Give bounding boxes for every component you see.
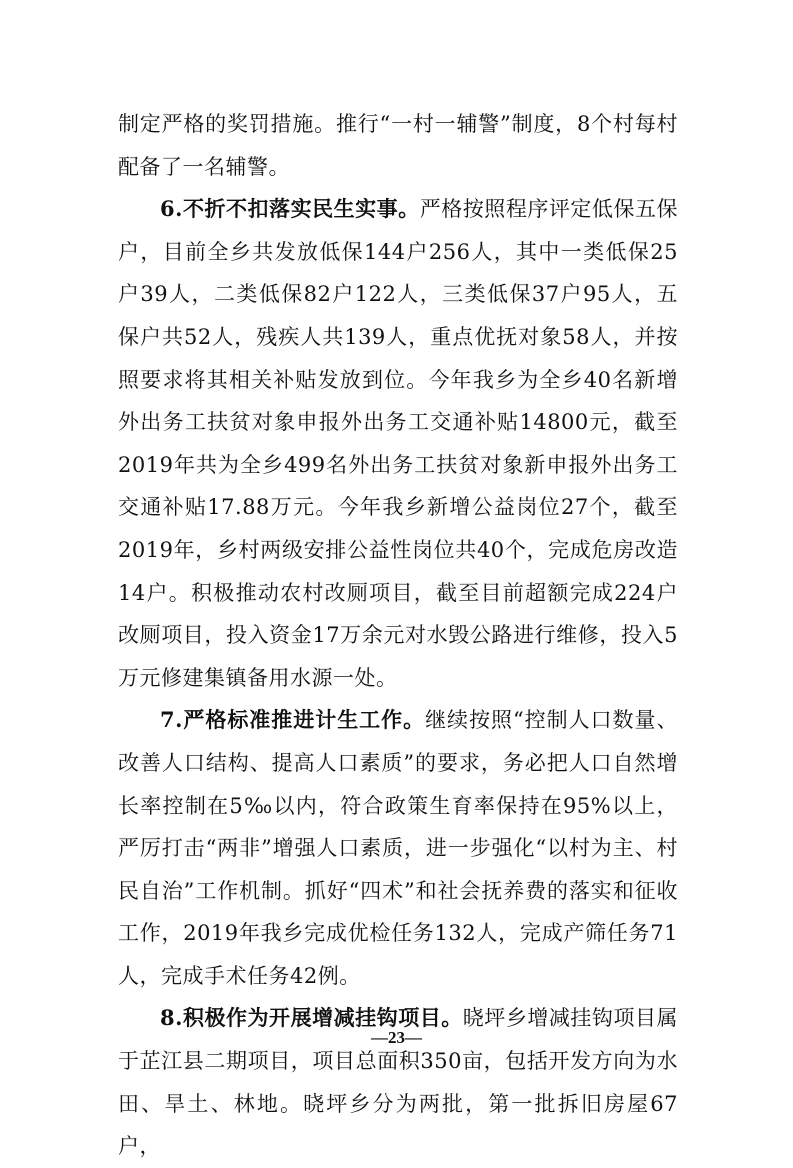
document-body: [118, 103, 678, 1168]
paragraph-continuation: [118, 103, 678, 188]
paragraph-text: 晓坪乡增减挂钩项目属于芷江县二期项目，项目总面积350亩，包括开发方向为水田、旱土、林地。晓坪乡分为两批，第一批拆旧房屋67户，: [118, 1006, 679, 1159]
paragraph-text: 制定严格的奖罚措施。推行“一村一辅警”制度，8个村每村配备了一名辅警。: [118, 112, 678, 179]
paragraph-text: 严格按照程序评定低保五保户，目前全乡共发放低保144户256人，其中一类低保25户39人，二类低保82户122人，三类低保37户95人，五保户共52人，残疾人共139人，重点优抚对象58人，并按照要求将其相关补贴发放到位。今年我乡为全乡40名新增外出务工扶贫对象申报外出务工交通补贴14800元，截至2019年共为全乡499名外出务工扶贫对象新申报外出务工交通补贴17.88万元。今年我乡新增公益岗位27个，截至2019年，乡村两级安排公益性岗位共40个，完成危房改造14户。积极推动农村改厕项目，截至目前超额完成224户改厕项目，投入资金17万余元对水毁公路进行维修，投入5万元修建集镇备用水源一处。: [118, 197, 679, 690]
paragraph-land-project: [118, 997, 678, 1167]
section-heading: 8.积极作为开展增减挂钩项目。: [160, 1005, 463, 1031]
paragraph-livelihood: [118, 188, 678, 699]
section-heading: 6.不折不扣落实民生实事。: [160, 196, 420, 222]
page-number: —23—: [371, 1028, 422, 1047]
paragraph-family-planning: [118, 699, 678, 997]
paragraph-text: 继续按照“控制人口数量、改善人口结构、提高人口素质”的要求，务必把人口自然增长率控制在5‰以内，符合政策生育率保持在95%以上，严厉打击“两非”增强人口素质，进一步强化“以村为主、村民自治”工作机制。抓好“四术”和社会抚养费的落实和征收工作，2019年我乡完成优检任务132人，完成产筛任务71人，完成手术任务42例。: [118, 708, 678, 988]
section-heading: 7.严格标准推进计生工作。: [160, 707, 426, 733]
